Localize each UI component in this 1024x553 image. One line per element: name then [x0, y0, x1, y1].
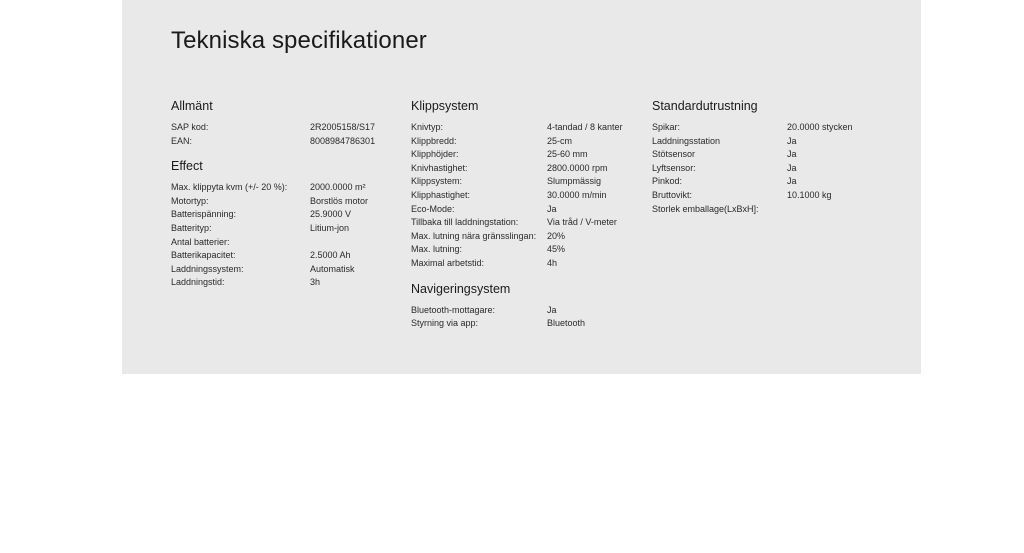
- spec-label: Styrning via app:: [411, 318, 479, 329]
- spec-row-klippbredd: [411, 135, 636, 149]
- spec-column-3: [652, 98, 892, 226]
- spec-row-batterikapacitet: [171, 249, 391, 263]
- spec-label: Antal batterier:: [171, 236, 230, 247]
- spec-label: EAN:: [171, 135, 193, 146]
- spec-value: Automatisk: [310, 263, 355, 274]
- spec-row-klipphojder: [411, 148, 636, 162]
- spec-value: Litium-jon: [310, 222, 350, 233]
- spec-row-max-klippyta: [171, 181, 391, 195]
- spec-label: Knivtyp:: [411, 122, 444, 132]
- spec-row-knivtyp: [411, 121, 636, 135]
- spec-column-2: [411, 98, 636, 341]
- spec-row-tillbaka-laddningstation: [411, 216, 636, 230]
- spec-row-lyftsensor: [652, 162, 892, 176]
- spec-label: Klippbredd:: [411, 135, 457, 146]
- spec-value: 20.0000 stycken: [787, 122, 853, 132]
- spec-row-eco-mode: [411, 203, 636, 217]
- spec-label: Maximal arbetstid:: [411, 257, 485, 268]
- spec-row-maximal-arbetstid: [411, 257, 636, 271]
- spec-row-spikar: [652, 121, 892, 135]
- spec-row-sap-kod: [171, 121, 391, 135]
- spec-label: Bruttovikt:: [652, 189, 693, 200]
- spec-row-storlek-emballage: [652, 203, 892, 217]
- spec-label: Max. klippyta kvm (+/- 20 %):: [171, 182, 288, 193]
- spec-label: Motortyp:: [171, 195, 209, 206]
- spec-label: Pinkod:: [652, 176, 683, 187]
- spec-value: Borstlös motor: [310, 195, 369, 206]
- spec-value: 8008984786301: [310, 135, 376, 146]
- spec-list-klippsystem: [411, 121, 636, 271]
- spec-label: Laddningsstation: [652, 135, 721, 146]
- page-title: Tekniska specifikationer: [171, 27, 427, 54]
- spec-label: Klippsystem:: [411, 176, 463, 187]
- spec-label: SAP kod:: [171, 122, 209, 132]
- spec-row-pinkod: [652, 175, 892, 189]
- spec-value: 2000.0000 m²: [310, 182, 366, 193]
- spec-label: Lyftsensor:: [652, 162, 696, 173]
- spec-value: 4-tandad / 8 kanter: [547, 122, 623, 132]
- spec-value: 25-60 mm: [547, 149, 588, 160]
- spec-row-max-lutning: [411, 243, 636, 257]
- spec-label: Eco-Mode:: [411, 203, 455, 214]
- spec-list-standardutrustning: [652, 121, 892, 216]
- spec-value: 3h: [310, 277, 321, 288]
- spec-value: 45%: [547, 244, 566, 255]
- spec-row-antal-batterier: [171, 236, 391, 250]
- spec-row-bruttovikt: [652, 189, 892, 203]
- spec-row-max-lutning-gransslingan: [411, 230, 636, 244]
- spec-label: Batterityp:: [171, 222, 212, 233]
- spec-row-klipphastighet: [411, 189, 636, 203]
- spec-value: 2800.0000 rpm: [547, 162, 608, 173]
- spec-row-stotsensor: [652, 148, 892, 162]
- spec-value: Ja: [547, 203, 557, 214]
- spec-label: Laddningstid:: [171, 277, 225, 288]
- spec-list-effect: [171, 181, 391, 290]
- spec-label: Max. lutning nära gränsslingan:: [411, 230, 537, 241]
- spec-row-styrning-via-app: [411, 317, 636, 331]
- spec-row-laddningssystem: [171, 263, 391, 277]
- section-title-standardutrustning: Standardutrustning: [652, 99, 758, 113]
- spec-row-bluetooth-mottagare: [411, 304, 636, 318]
- spec-label: Klipphöjder:: [411, 149, 459, 160]
- spec-label: Storlek emballage(LxBxH]:: [652, 203, 759, 214]
- spec-row-batterispanning: [171, 208, 391, 222]
- spec-value: 4h: [547, 257, 558, 268]
- spec-value: Via tråd / V-meter: [547, 217, 617, 228]
- spec-label: Batterikapacitet:: [171, 250, 236, 261]
- spec-label: Stötsensor: [652, 149, 696, 160]
- section-title-klippsystem: Klippsystem: [411, 99, 479, 113]
- section-title-effect: Effect: [171, 159, 203, 174]
- spec-label: Klipphastighet:: [411, 189, 471, 200]
- spec-value: 2R2005158/S17: [310, 122, 376, 132]
- spec-value: Ja: [787, 135, 797, 146]
- spec-row-ean: [171, 135, 391, 149]
- spec-value: 30.0000 m/min: [547, 189, 607, 200]
- spec-list-allmant: [171, 121, 391, 148]
- spec-label: Max. lutning:: [411, 244, 463, 255]
- spec-row-laddningsstation: [652, 135, 892, 149]
- spec-row-batterityp: [171, 222, 391, 236]
- spec-value: 2.5000 Ah: [310, 250, 351, 261]
- spec-row-motortyp: [171, 195, 391, 209]
- spec-row-klippsystem: [411, 175, 636, 189]
- spec-value: Ja: [547, 304, 557, 315]
- spec-value: 25.9000 V: [310, 209, 352, 220]
- spec-row-knivhastighet: [411, 162, 636, 176]
- spec-label: Bluetooth-mottagare:: [411, 304, 496, 315]
- spec-label: Tillbaka till laddningstation:: [411, 217, 519, 228]
- spec-value: Ja: [787, 176, 797, 187]
- spec-label: Knivhastighet:: [411, 162, 468, 173]
- section-title-navigeringsystem: Navigeringsystem: [411, 281, 511, 296]
- spec-column-1: [171, 98, 391, 300]
- spec-label: Batterispänning:: [171, 209, 237, 220]
- spec-label: Laddningssystem:: [171, 263, 244, 274]
- spec-value: 10.1000 kg: [787, 189, 832, 200]
- specifications-panel: [122, 0, 921, 374]
- spec-value: Ja: [787, 149, 797, 160]
- spec-list-navigeringsystem: [411, 304, 636, 331]
- spec-label: Spikar:: [652, 122, 681, 132]
- section-title-allmant: Allmänt: [171, 99, 213, 113]
- spec-value: Slumpmässig: [547, 176, 602, 187]
- spec-row-laddningstid: [171, 276, 391, 290]
- spec-value: 25-cm: [547, 135, 573, 146]
- spec-value: Bluetooth: [547, 318, 586, 329]
- spec-value: Ja: [787, 162, 797, 173]
- spec-value: 20%: [547, 230, 566, 241]
